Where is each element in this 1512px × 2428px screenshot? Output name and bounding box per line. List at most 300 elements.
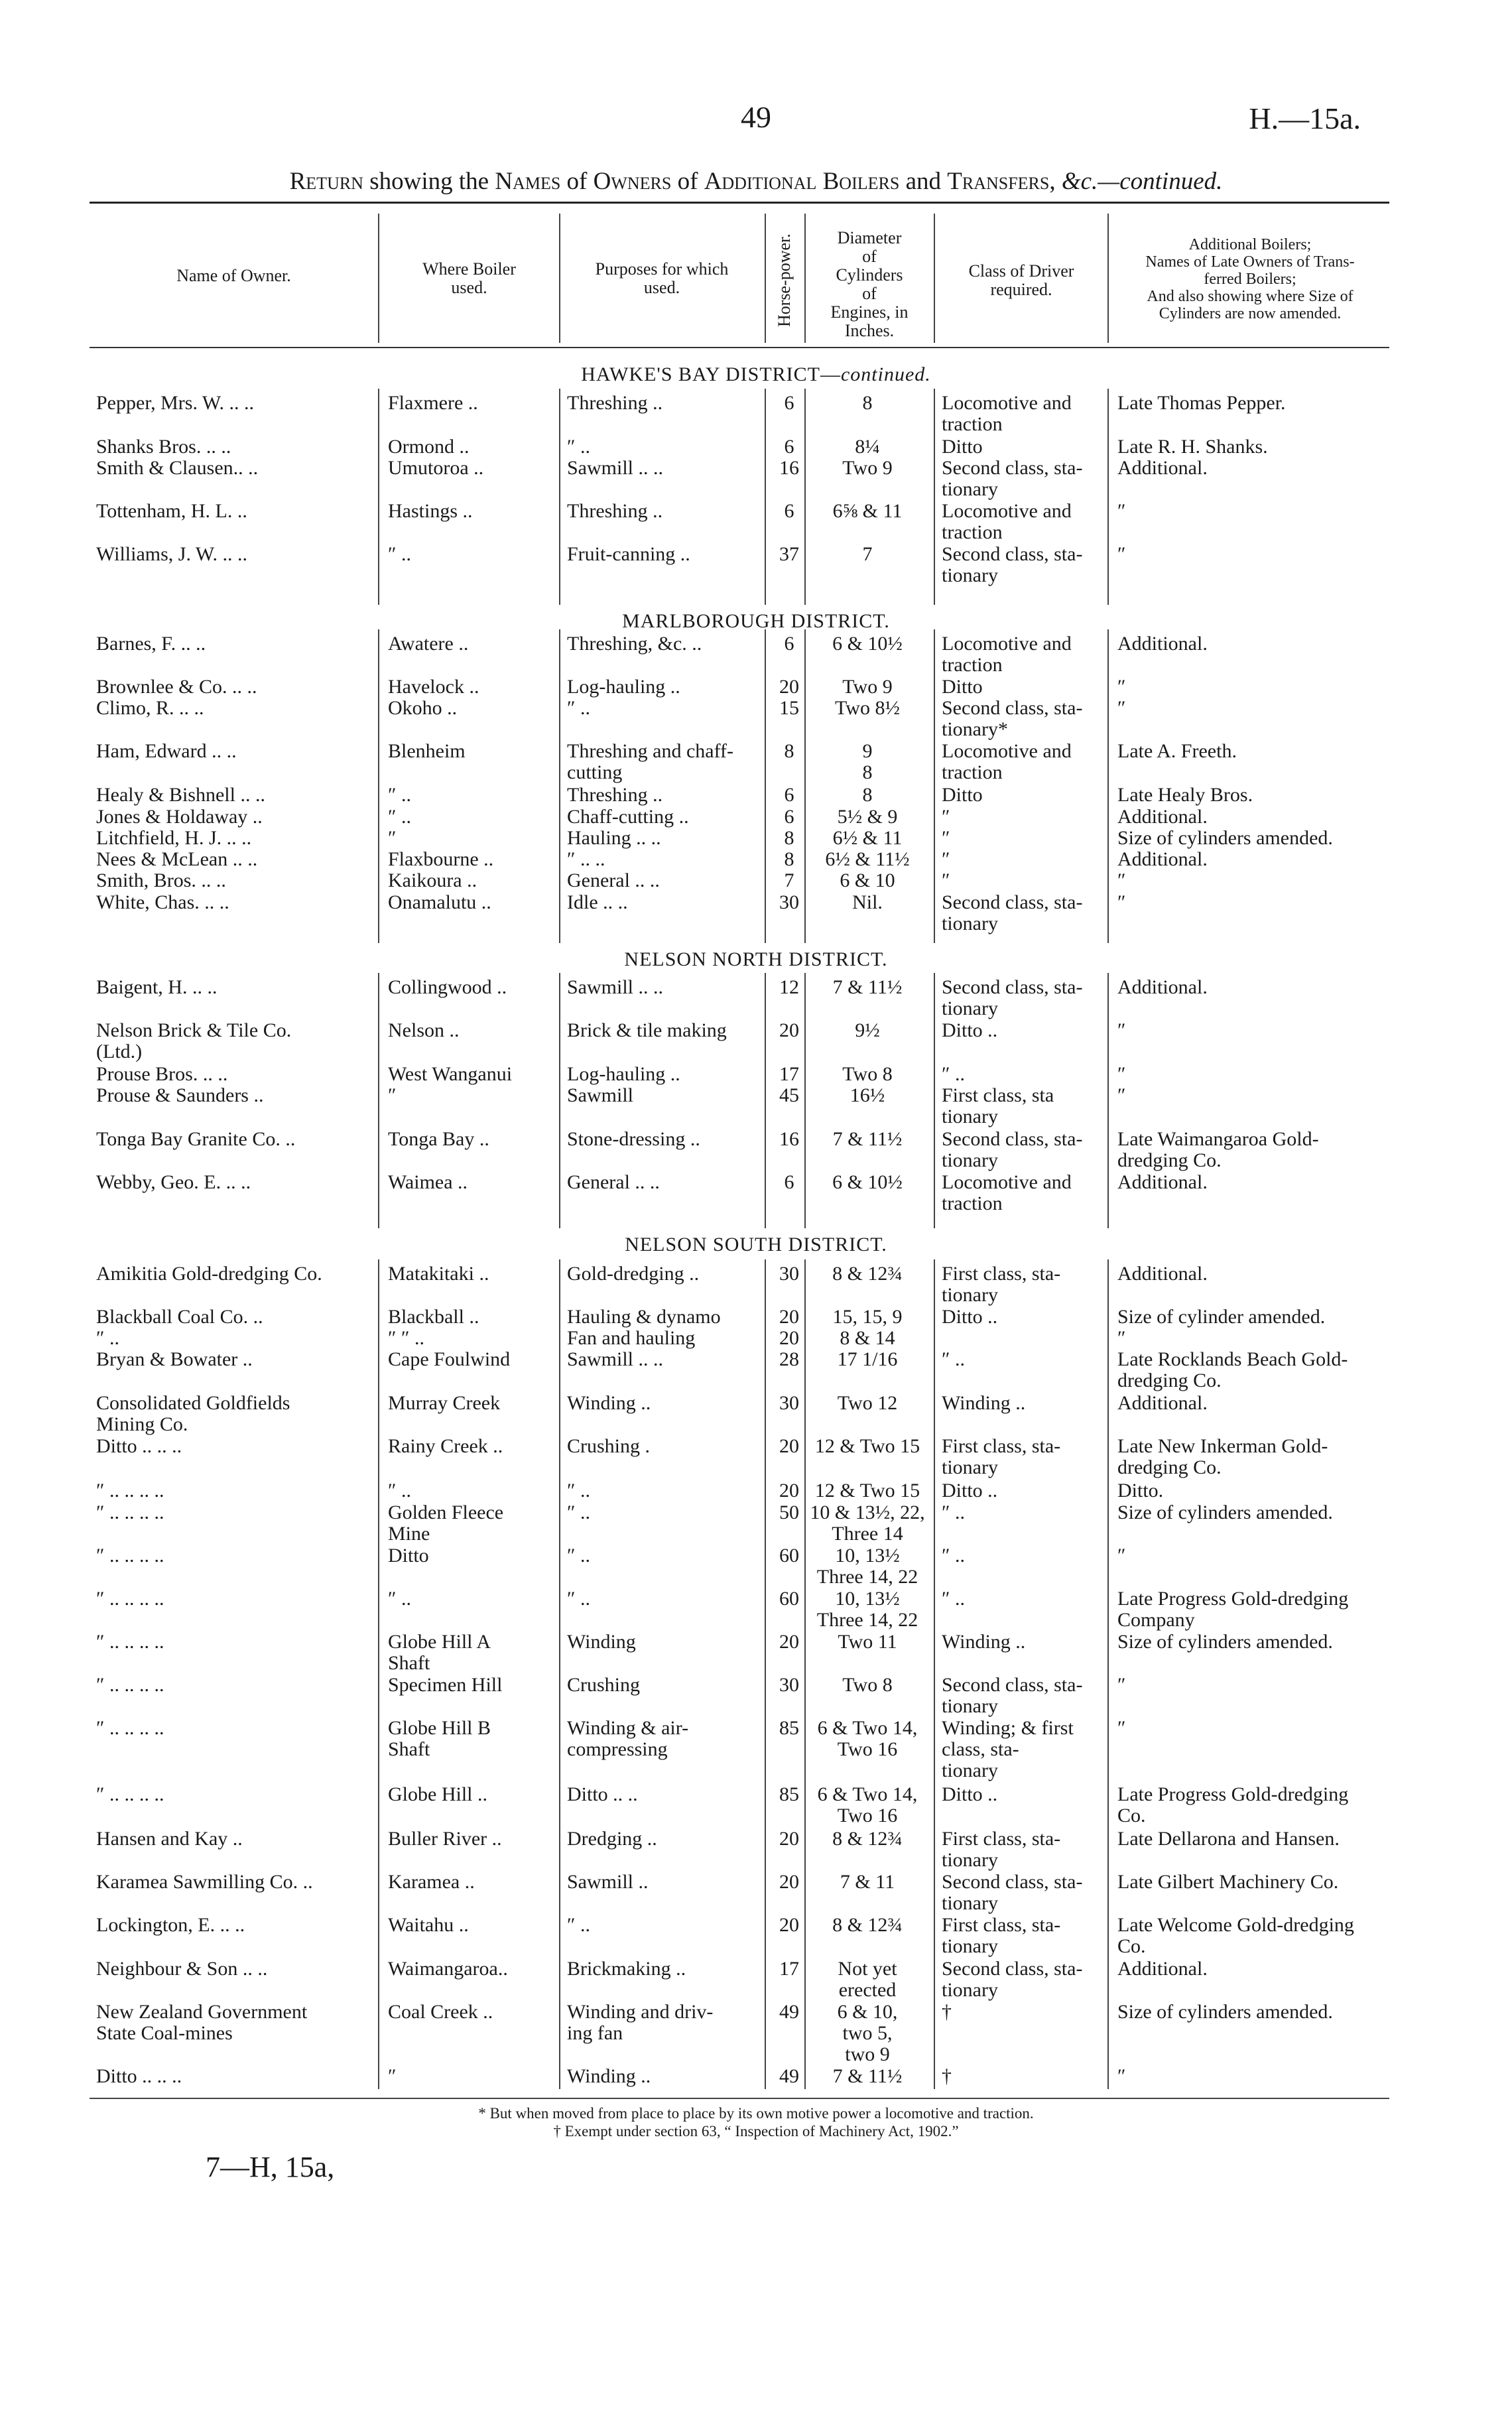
cell-purposes: Sawmill .. bbox=[567, 1871, 649, 1893]
column-divider bbox=[934, 214, 935, 343]
cell-diameter: Two 9 bbox=[842, 457, 893, 479]
cell-where: ″ .. bbox=[388, 806, 411, 828]
cell-owner: Pepper, Mrs. W. .. .. bbox=[96, 392, 254, 414]
cell-driver: Ditto bbox=[942, 784, 983, 806]
cell-driver: ″ .. bbox=[942, 1502, 965, 1523]
cell-purposes: Idle .. .. bbox=[567, 891, 628, 913]
cell-owner: ″ .. .. .. .. bbox=[96, 1674, 164, 1696]
cell-hp: 20 bbox=[779, 1828, 799, 1850]
cell-driver: Second class, sta- tionary bbox=[942, 891, 1083, 934]
cell-hp: 37 bbox=[779, 543, 799, 565]
cell-where: Globe Hill A Shaft bbox=[388, 1631, 491, 1674]
cell-purposes: Winding .. bbox=[567, 1392, 651, 1414]
header-top-rule bbox=[90, 202, 1389, 204]
section-title-continued: continued. bbox=[840, 363, 931, 385]
column-divider bbox=[559, 973, 560, 1228]
cell-hp: 20 bbox=[779, 1435, 799, 1457]
cell-where: Buller River .. bbox=[388, 1828, 502, 1850]
cell-additional: ″ bbox=[1117, 891, 1126, 913]
column-divider bbox=[765, 389, 766, 605]
cell-diameter: 12 & Two 15 bbox=[814, 1480, 920, 1502]
cell-purposes: Log-hauling .. bbox=[567, 676, 680, 698]
cell-hp: 6 bbox=[784, 500, 794, 522]
cell-where: ″ .. bbox=[388, 1588, 411, 1610]
cell-hp: 20 bbox=[779, 1631, 799, 1653]
cell-hp: 30 bbox=[779, 1392, 799, 1414]
cell-hp: 7 bbox=[784, 869, 794, 891]
cell-additional: Late A. Freeth. bbox=[1117, 740, 1237, 762]
cell-additional: ″ bbox=[1117, 1084, 1126, 1106]
cell-driver: Locomotive and traction bbox=[942, 1171, 1072, 1214]
cell-owner: Bryan & Bowater .. bbox=[96, 1348, 253, 1370]
column-divider bbox=[765, 214, 766, 343]
section-title bbox=[0, 610, 1512, 633]
cell-purposes: Chaff-cutting .. bbox=[567, 806, 689, 828]
footer-reference: 7—H, 15a, bbox=[206, 2151, 335, 2183]
heading-word: Return bbox=[289, 168, 363, 195]
cell-hp: 20 bbox=[779, 676, 799, 698]
cell-owner: Ham, Edward .. .. bbox=[96, 740, 237, 762]
cell-hp: 20 bbox=[779, 1914, 799, 1936]
cell-owner: New Zealand Government State Coal-mines bbox=[96, 2001, 308, 2044]
cell-additional: Ditto. bbox=[1117, 1480, 1164, 1502]
page-number: 49 bbox=[741, 100, 771, 134]
cell-purposes: Gold-dredging .. bbox=[567, 1263, 700, 1285]
cell-driver: ″ .. bbox=[942, 1545, 965, 1566]
column-header-owner: Name of Owner. bbox=[176, 266, 291, 285]
cell-owner: White, Chas. .. .. bbox=[96, 891, 229, 913]
cell-hp: 28 bbox=[779, 1348, 799, 1370]
cell-where: Havelock .. bbox=[388, 676, 479, 698]
cell-purposes: ″ .. bbox=[567, 1588, 590, 1610]
cell-additional: Late Progress Gold-dredging Co. bbox=[1117, 1783, 1349, 1826]
cell-additional: Additional. bbox=[1117, 806, 1208, 828]
cell-where: Flaxmere .. bbox=[388, 392, 478, 414]
cell-hp: 60 bbox=[779, 1588, 799, 1610]
cell-driver: Ditto .. bbox=[942, 1019, 998, 1041]
cell-where: Tonga Bay .. bbox=[388, 1128, 489, 1150]
cell-where: Waimea .. bbox=[388, 1171, 468, 1193]
cell-diameter: Two 8 bbox=[842, 1063, 893, 1085]
cell-driver: ″ bbox=[942, 827, 950, 849]
cell-hp: 8 bbox=[784, 848, 794, 870]
cell-where: Waimangaroa.. bbox=[388, 1958, 508, 1980]
cell-where: Blenheim bbox=[388, 740, 466, 762]
cell-owner: Smith & Clausen.. .. bbox=[96, 457, 259, 479]
cell-diameter: 6 & 10, two 5, two 9 bbox=[837, 2001, 898, 2065]
cell-additional: ″ bbox=[1117, 1674, 1126, 1696]
cell-additional: Additional. bbox=[1117, 1392, 1208, 1414]
cell-additional: Size of cylinders amended. bbox=[1117, 1631, 1333, 1653]
cell-purposes: Sawmill .. .. bbox=[567, 1348, 664, 1370]
heading-word: showing the bbox=[369, 168, 489, 195]
cell-purposes: Winding .. bbox=[567, 2065, 651, 2087]
footnotes bbox=[0, 2104, 1512, 2140]
cell-diameter: 7 & 11½ bbox=[832, 1128, 903, 1150]
cell-additional: Additional. bbox=[1117, 457, 1208, 479]
cell-additional: Late R. H. Shanks. bbox=[1117, 436, 1268, 458]
cell-owner: Tottenham, H. L. .. bbox=[96, 500, 247, 522]
cell-purposes: ″ .. bbox=[567, 697, 590, 719]
cell-driver: Second class, sta- tionary bbox=[942, 457, 1083, 500]
cell-diameter: 7 & 11½ bbox=[832, 976, 903, 998]
column-header-purposes: Purposes for which used. bbox=[595, 259, 729, 297]
cell-owner: ″ .. bbox=[96, 1327, 119, 1349]
cell-where: Globe Hill B Shaft bbox=[388, 1717, 491, 1760]
column-header-driver: Class of Driver required. bbox=[968, 261, 1074, 299]
cell-additional: Late New Inkerman Gold- dredging Co. bbox=[1117, 1435, 1328, 1478]
cell-driver: Winding .. bbox=[942, 1631, 1026, 1653]
cell-where: Cape Foulwind bbox=[388, 1348, 511, 1370]
section-title-text: NELSON NORTH DISTRICT. bbox=[624, 948, 888, 970]
cell-hp: 6 bbox=[784, 436, 794, 458]
cell-diameter: 5½ & 9 bbox=[837, 806, 898, 828]
cell-where: Ditto bbox=[388, 1545, 429, 1566]
cell-driver: ″ .. bbox=[942, 1063, 965, 1085]
cell-owner: Brownlee & Co. .. .. bbox=[96, 676, 257, 698]
cell-purposes: Hauling & dynamo bbox=[567, 1306, 721, 1328]
heading-word: of bbox=[566, 168, 588, 195]
cell-owner: Shanks Bros. .. .. bbox=[96, 436, 231, 458]
cell-diameter: 10 & 13½, 22, Three 14 bbox=[810, 1502, 925, 1545]
cell-where: Umutoroa .. bbox=[388, 457, 484, 479]
cell-hp: 30 bbox=[779, 1263, 799, 1285]
cell-diameter: 10, 13½ Three 14, 22 bbox=[816, 1545, 918, 1588]
cell-additional: ″ bbox=[1117, 1327, 1126, 1349]
cell-purposes: ″ .. bbox=[567, 1914, 590, 1936]
column-divider bbox=[378, 389, 379, 605]
column-divider bbox=[934, 1259, 935, 2089]
section-title bbox=[0, 1234, 1512, 1256]
cell-additional: Late Gilbert Machinery Co. bbox=[1117, 1871, 1339, 1893]
cell-diameter: 6 & Two 14, Two 16 bbox=[817, 1783, 918, 1826]
cell-where: Okoho .. bbox=[388, 697, 458, 719]
cell-driver: ″ .. bbox=[942, 1588, 965, 1610]
cell-driver: Locomotive and traction bbox=[942, 633, 1072, 676]
cell-hp: 16 bbox=[779, 1128, 799, 1150]
cell-purposes: General .. .. bbox=[567, 1171, 660, 1193]
cell-owner: ″ .. .. .. .. bbox=[96, 1783, 164, 1805]
cell-purposes: Log-hauling .. bbox=[567, 1063, 680, 1085]
cell-where: Rainy Creek .. bbox=[388, 1435, 503, 1457]
cell-driver: Locomotive and traction bbox=[942, 500, 1072, 543]
cell-additional: Additional. bbox=[1117, 1263, 1208, 1285]
cell-owner: Williams, J. W. .. .. bbox=[96, 543, 247, 565]
cell-owner: Consolidated Goldfields Mining Co. bbox=[96, 1392, 290, 1435]
cell-hp: 30 bbox=[779, 891, 799, 913]
header-bottom-rule bbox=[90, 347, 1389, 348]
cell-diameter: 6 & 10½ bbox=[832, 1171, 903, 1193]
table-heading bbox=[0, 167, 1512, 196]
cell-owner: Prouse Bros. .. .. bbox=[96, 1063, 228, 1085]
cell-where: Flaxbourne .. bbox=[388, 848, 494, 870]
cell-driver: Second class, sta- tionary bbox=[942, 976, 1083, 1019]
cell-hp: 17 bbox=[779, 1958, 799, 1980]
cell-diameter: 7 & 11 bbox=[840, 1871, 895, 1893]
cell-purposes: Sawmill bbox=[567, 1084, 634, 1106]
heading-word: Transfers, bbox=[947, 168, 1056, 195]
cell-where: Blackball .. bbox=[388, 1306, 479, 1328]
column-divider bbox=[559, 629, 560, 943]
cell-diameter: 6 & 10½ bbox=[832, 633, 903, 655]
cell-diameter: Not yet erected bbox=[838, 1958, 897, 2001]
section-title-text: MARLBOROUGH DISTRICT. bbox=[622, 610, 890, 632]
cell-owner: Neighbour & Son .. .. bbox=[96, 1958, 268, 1980]
cell-diameter: 6½ & 11 bbox=[832, 827, 903, 849]
cell-additional: ″ bbox=[1117, 869, 1126, 891]
cell-diameter: Two 8½ bbox=[835, 697, 900, 719]
cell-driver: Second class, sta- tionary* bbox=[942, 697, 1083, 740]
cell-diameter: Two 8 bbox=[842, 1674, 893, 1696]
cell-hp: 6 bbox=[784, 806, 794, 828]
cell-hp: 49 bbox=[779, 2001, 799, 2023]
cell-hp: 85 bbox=[779, 1717, 799, 1739]
cell-diameter: Two 11 bbox=[838, 1631, 897, 1653]
cell-driver: Ditto .. bbox=[942, 1306, 998, 1328]
cell-owner: ″ .. .. .. .. bbox=[96, 1717, 164, 1739]
cell-driver: Locomotive and traction bbox=[942, 392, 1072, 435]
cell-hp: 49 bbox=[779, 2065, 799, 2087]
column-divider bbox=[559, 389, 560, 605]
heading-word: Names bbox=[495, 168, 561, 195]
cell-owner: Baigent, H. .. .. bbox=[96, 976, 218, 998]
cell-additional: ″ bbox=[1117, 1063, 1126, 1085]
cell-hp: 8 bbox=[784, 740, 794, 762]
cell-hp: 30 bbox=[779, 1674, 799, 1696]
cell-driver: First class, sta- tionary bbox=[942, 1263, 1061, 1306]
cell-where: Matakitaki .. bbox=[388, 1263, 489, 1285]
cell-additional: Additional. bbox=[1117, 848, 1208, 870]
cell-diameter: 6 & 10 bbox=[840, 869, 895, 891]
cell-additional: Additional. bbox=[1117, 976, 1208, 998]
cell-diameter: Two 9 bbox=[842, 676, 893, 698]
cell-diameter: 15, 15, 9 bbox=[832, 1306, 903, 1328]
cell-owner: Blackball Coal Co. .. bbox=[96, 1306, 263, 1328]
cell-owner: Lockington, E. .. .. bbox=[96, 1914, 245, 1936]
cell-purposes: Brickmaking .. bbox=[567, 1958, 686, 1980]
cell-owner: ″ .. .. .. .. bbox=[96, 1545, 164, 1566]
cell-additional: ″ bbox=[1117, 1019, 1126, 1041]
cell-additional: Size of cylinders amended. bbox=[1117, 2001, 1333, 2023]
column-divider bbox=[378, 629, 379, 943]
cell-diameter: 9 8 bbox=[862, 740, 873, 783]
column-divider bbox=[378, 214, 379, 343]
heading-word: and bbox=[905, 168, 941, 195]
document-reference: H.—15a. bbox=[1249, 101, 1361, 135]
cell-additional: ″ bbox=[1117, 500, 1126, 522]
cell-where: ″ .. bbox=[388, 543, 411, 565]
cell-purposes: Hauling .. .. bbox=[567, 827, 661, 849]
column-divider bbox=[934, 973, 935, 1228]
cell-purposes: Ditto .. .. bbox=[567, 1783, 638, 1805]
cell-purposes: Brick & tile making bbox=[567, 1019, 727, 1041]
cell-purposes: Threshing, &c. .. bbox=[567, 633, 702, 655]
cell-hp: 12 bbox=[779, 976, 799, 998]
cell-driver: Ditto bbox=[942, 436, 983, 458]
cell-owner: Hansen and Kay .. bbox=[96, 1828, 243, 1850]
cell-diameter: 8 bbox=[862, 392, 873, 414]
cell-where: Awatere .. bbox=[388, 633, 469, 655]
cell-owner: Tonga Bay Granite Co. .. bbox=[96, 1128, 296, 1150]
cell-hp: 17 bbox=[779, 1063, 799, 1085]
cell-purposes: Threshing .. bbox=[567, 500, 663, 522]
cell-driver: ″ bbox=[942, 806, 950, 828]
cell-hp: 6 bbox=[784, 392, 794, 414]
cell-where: Kaikoura .. bbox=[388, 869, 477, 891]
cell-hp: 20 bbox=[779, 1871, 799, 1893]
cell-diameter: 8 & 12¾ bbox=[832, 1828, 903, 1850]
cell-hp: 20 bbox=[779, 1019, 799, 1041]
cell-owner: Karamea Sawmilling Co. .. bbox=[96, 1871, 313, 1893]
cell-driver: Winding; & first class, sta- tionary bbox=[942, 1717, 1074, 1781]
cell-driver: Second class, sta- tionary bbox=[942, 1674, 1083, 1717]
cell-purposes: Winding bbox=[567, 1631, 636, 1653]
cell-owner: Ditto .. .. .. bbox=[96, 1435, 182, 1457]
cell-driver: Locomotive and traction bbox=[942, 740, 1072, 783]
cell-hp: 6 bbox=[784, 633, 794, 655]
cell-owner: ″ .. .. .. .. bbox=[96, 1502, 164, 1523]
section-title-text: HAWKE'S BAY DISTRICT— bbox=[581, 363, 841, 385]
cell-purposes: Winding and driv- ing fan bbox=[567, 2001, 714, 2044]
cell-diameter: 10, 13½ Three 14, 22 bbox=[816, 1588, 918, 1631]
column-divider bbox=[804, 214, 806, 343]
cell-diameter: Nil. bbox=[852, 891, 883, 913]
cell-owner: Climo, R. .. .. bbox=[96, 697, 204, 719]
cell-purposes: Stone-dressing .. bbox=[567, 1128, 700, 1150]
cell-additional: Late Healy Bros. bbox=[1117, 784, 1253, 806]
section-title-text: NELSON SOUTH DISTRICT. bbox=[625, 1234, 887, 1255]
cell-where: Waitahu .. bbox=[388, 1914, 469, 1936]
cell-where: Ormond .. bbox=[388, 436, 470, 458]
column-divider bbox=[559, 1259, 560, 2089]
column-divider bbox=[934, 629, 935, 943]
column-header-horse-power: Horse-power. bbox=[775, 233, 794, 327]
cell-where: ″ ″ .. bbox=[388, 1327, 424, 1349]
column-divider bbox=[378, 973, 379, 1228]
cell-owner: ″ .. .. .. .. bbox=[96, 1480, 164, 1502]
cell-diameter: 9½ bbox=[855, 1019, 880, 1041]
cell-where: Coal Creek .. bbox=[388, 2001, 493, 2023]
cell-additional: Late Progress Gold-dredging Company bbox=[1117, 1588, 1349, 1631]
cell-hp: 16 bbox=[779, 457, 799, 479]
cell-driver: † bbox=[942, 2001, 952, 2023]
heading-word: Owners bbox=[593, 168, 672, 195]
cell-where: Specimen Hill bbox=[388, 1674, 503, 1696]
cell-driver: First class, sta- tionary bbox=[942, 1914, 1061, 1957]
cell-purposes: ″ .. bbox=[567, 1480, 590, 1502]
cell-owner: Barnes, F. .. .. bbox=[96, 633, 206, 655]
cell-diameter: 8 bbox=[862, 784, 873, 806]
cell-where: Golden Fleece Mine bbox=[388, 1502, 504, 1545]
cell-owner: ″ .. .. .. .. bbox=[96, 1631, 164, 1653]
cell-driver: ″ bbox=[942, 848, 950, 870]
heading-word: of bbox=[677, 168, 698, 195]
cell-where: ″ .. bbox=[388, 784, 411, 806]
cell-additional: ″ bbox=[1117, 1717, 1126, 1739]
heading-word: Additional Boilers bbox=[704, 168, 900, 195]
footnote-dagger: † Exempt under section 63, “ Inspection of Machinery Act, 1902.” bbox=[553, 2123, 959, 2140]
cell-driver: ″ .. bbox=[942, 1348, 965, 1370]
cell-driver: First class, sta tionary bbox=[942, 1084, 1054, 1127]
cell-hp: 20 bbox=[779, 1327, 799, 1349]
cell-additional: Late Welcome Gold-dredging Co. bbox=[1117, 1914, 1354, 1957]
cell-hp: 20 bbox=[779, 1480, 799, 1502]
cell-owner: Nelson Brick & Tile Co. (Ltd.) bbox=[96, 1019, 292, 1062]
cell-hp: 8 bbox=[784, 827, 794, 849]
cell-purposes: ″ .. bbox=[567, 1545, 590, 1566]
column-header-diameter: Diameter of Cylinders of Engines, in Inches. bbox=[830, 228, 909, 340]
cell-owner: Smith, Bros. .. .. bbox=[96, 869, 226, 891]
cell-driver: Ditto .. bbox=[942, 1783, 998, 1805]
column-divider bbox=[559, 214, 560, 343]
cell-additional: Additional. bbox=[1117, 1171, 1208, 1193]
cell-purposes: Sawmill .. .. bbox=[567, 457, 664, 479]
cell-where: ″ bbox=[388, 1084, 397, 1106]
cell-purposes: ″ .. .. bbox=[567, 848, 605, 870]
cell-additional: ″ bbox=[1117, 1545, 1126, 1566]
cell-additional: ″ bbox=[1117, 2065, 1126, 2087]
cell-where: Nelson .. bbox=[388, 1019, 460, 1041]
cell-hp: 50 bbox=[779, 1502, 799, 1523]
cell-purposes: Dredging .. bbox=[567, 1828, 657, 1850]
cell-hp: 6 bbox=[784, 1171, 794, 1193]
cell-driver: † bbox=[942, 2065, 952, 2087]
cell-additional: ″ bbox=[1117, 543, 1126, 565]
cell-diameter: 8 & 14 bbox=[840, 1327, 895, 1349]
cell-additional: Size of cylinder amended. bbox=[1117, 1306, 1326, 1328]
cell-diameter: 6 & Two 14, Two 16 bbox=[817, 1717, 918, 1760]
cell-owner: ″ .. .. .. .. bbox=[96, 1588, 164, 1610]
cell-driver: Ditto bbox=[942, 676, 983, 698]
cell-additional: ″ bbox=[1117, 697, 1126, 719]
cell-driver: Winding .. bbox=[942, 1392, 1026, 1414]
cell-purposes: Threshing .. bbox=[567, 392, 663, 414]
cell-hp: 15 bbox=[779, 697, 799, 719]
cell-owner: Nees & McLean .. .. bbox=[96, 848, 258, 870]
cell-owner: Ditto .. .. .. bbox=[96, 2065, 182, 2087]
cell-where: Karamea .. bbox=[388, 1871, 475, 1893]
column-divider bbox=[934, 389, 935, 605]
cell-driver: First class, sta- tionary bbox=[942, 1435, 1061, 1478]
cell-owner: Webby, Geo. E. .. .. bbox=[96, 1171, 251, 1193]
cell-diameter: 6⅝ & 11 bbox=[832, 500, 903, 522]
cell-where: ″ bbox=[388, 2065, 397, 2087]
cell-diameter: 8 & 12¾ bbox=[832, 1263, 903, 1285]
cell-diameter: 16½ bbox=[850, 1084, 885, 1106]
cell-diameter: 7 & 11½ bbox=[832, 2065, 903, 2087]
column-divider bbox=[804, 389, 806, 605]
cell-driver: First class, sta- tionary bbox=[942, 1828, 1061, 1871]
cell-purposes: Fruit-canning .. bbox=[567, 543, 690, 565]
footnote-star: * But when moved from place to place by its own motive power a locomotive and traction. bbox=[478, 2105, 1034, 2122]
cell-owner: Healy & Bishnell .. .. bbox=[96, 784, 265, 806]
cell-additional: Late Waimangaroa Gold- dredging Co. bbox=[1117, 1128, 1319, 1171]
cell-additional: Late Rocklands Beach Gold- dredging Co. bbox=[1117, 1348, 1348, 1391]
cell-additional: ″ bbox=[1117, 676, 1126, 698]
cell-hp: 6 bbox=[784, 784, 794, 806]
cell-driver: Second class, sta- tionary bbox=[942, 1958, 1083, 2001]
cell-hp: 20 bbox=[779, 1306, 799, 1328]
cell-driver: Ditto .. bbox=[942, 1480, 998, 1502]
cell-where: Collingwood .. bbox=[388, 976, 507, 998]
cell-driver: Second class, sta- tionary bbox=[942, 543, 1083, 586]
cell-where: Globe Hill .. bbox=[388, 1783, 487, 1805]
cell-hp: 60 bbox=[779, 1545, 799, 1566]
cell-driver: ″ bbox=[942, 869, 950, 891]
cell-additional: Additional. bbox=[1117, 633, 1208, 655]
cell-diameter: 6½ & 11½ bbox=[825, 848, 910, 870]
column-divider bbox=[378, 1259, 379, 2089]
